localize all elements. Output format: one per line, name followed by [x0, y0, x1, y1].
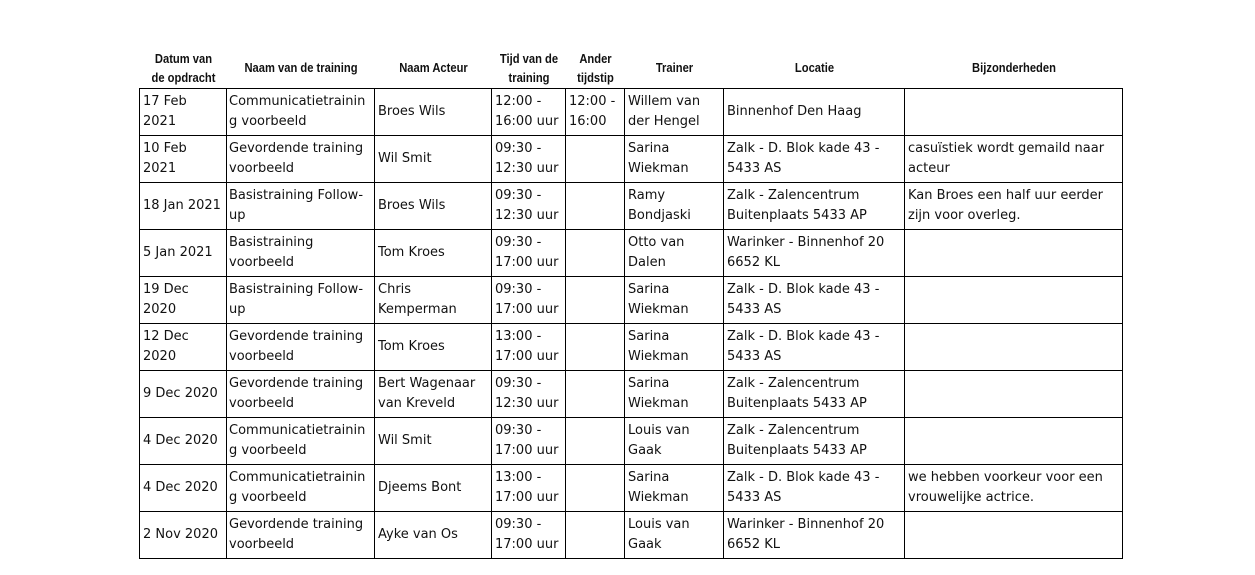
- cell-naam-acteur: Tom Kroes: [375, 230, 492, 277]
- cell-tijd: 13:00 - 17:00 uur: [492, 324, 566, 371]
- cell-ander-tijdstip: [566, 183, 625, 230]
- cell-trainer: Louis van Gaak: [625, 512, 724, 559]
- table-row: [140, 418, 1123, 465]
- table-row: [140, 465, 1123, 512]
- cell-locatie: Zalk - D. Blok kade 43 - 5433 AS: [724, 277, 905, 324]
- cell-locatie: Warinker - Binnenhof 20 6652 KL: [724, 512, 905, 559]
- cell-naam-training: Gevordende training voorbeeld: [227, 371, 375, 418]
- cell-naam-acteur: Wil Smit: [375, 136, 492, 183]
- cell-datum: 12 Dec 2020: [140, 324, 227, 371]
- table-row: [140, 371, 1123, 418]
- cell-naam-training: Gevordende training voorbeeld: [227, 136, 375, 183]
- cell-tijd: 12:00 - 16:00 uur: [492, 89, 566, 136]
- cell-bijzonderheden: [905, 89, 1123, 136]
- cell-locatie: Zalk - D. Blok kade 43 - 5433 AS: [724, 136, 905, 183]
- cell-datum: 5 Jan 2021: [140, 230, 227, 277]
- cell-trainer: Sarina Wiekman: [625, 465, 724, 512]
- cell-tijd: 09:30 - 17:00 uur: [492, 230, 566, 277]
- cell-locatie: Zalk - D. Blok kade 43 - 5433 AS: [724, 324, 905, 371]
- cell-ander-tijdstip: [566, 371, 625, 418]
- table-header: [140, 47, 1123, 89]
- cell-naam-acteur: Bert Wagenaar van Kreveld: [375, 371, 492, 418]
- cell-naam-training: Communicatietraining voorbeeld: [227, 418, 375, 465]
- cell-tijd: 09:30 - 17:00 uur: [492, 277, 566, 324]
- header-naam-training: Naam van de training: [243, 60, 358, 75]
- cell-datum: 4 Dec 2020: [140, 418, 227, 465]
- cell-naam-acteur: Chris Kemperman: [375, 277, 492, 324]
- cell-locatie: Warinker - Binnenhof 20 6652 KL: [724, 230, 905, 277]
- table-row: [140, 324, 1123, 371]
- cell-naam-acteur: Broes Wils: [375, 89, 492, 136]
- cell-trainer: Sarina Wiekman: [625, 371, 724, 418]
- cell-tijd: 09:30 - 17:00 uur: [492, 418, 566, 465]
- cell-naam-training: Communicatietraining voorbeeld: [227, 89, 375, 136]
- cell-bijzonderheden: Kan Broes een half uur eerder zijn voor overleg.: [905, 183, 1123, 230]
- training-table: [139, 47, 1123, 559]
- cell-tijd: 09:30 - 17:00 uur: [492, 512, 566, 559]
- cell-tijd: 09:30 - 12:30 uur: [492, 183, 566, 230]
- cell-bijzonderheden: we hebben voorkeur voor een vrouwelijke actrice.: [905, 465, 1123, 512]
- cell-trainer: Sarina Wiekman: [625, 324, 724, 371]
- cell-naam-training: Gevordende training voorbeeld: [227, 512, 375, 559]
- cell-naam-training: Gevordende training voorbeeld: [227, 324, 375, 371]
- header-naam-acteur: Naam Acteur: [398, 60, 468, 75]
- cell-tijd: 09:30 - 12:30 uur: [492, 136, 566, 183]
- cell-ander-tijdstip: [566, 230, 625, 277]
- cell-datum: 9 Dec 2020: [140, 371, 227, 418]
- cell-bijzonderheden: [905, 371, 1123, 418]
- cell-naam-training: Basistraining voorbeeld: [227, 230, 375, 277]
- cell-datum: 10 Feb 2021: [140, 136, 227, 183]
- header-datum: Datum van de opdracht: [151, 50, 215, 85]
- header-ander-tijdstip: Ander tijdstip: [576, 50, 614, 85]
- cell-bijzonderheden: [905, 324, 1123, 371]
- cell-ander-tijdstip: [566, 465, 625, 512]
- header-tijd: Tijd van de training: [499, 50, 558, 85]
- cell-datum: 19 Dec 2020: [140, 277, 227, 324]
- cell-bijzonderheden: [905, 277, 1123, 324]
- cell-naam-training: Basistraining Follow-up: [227, 277, 375, 324]
- training-schedule: [139, 47, 1122, 559]
- cell-naam-training: Basistraining Follow-up: [227, 183, 375, 230]
- cell-bijzonderheden: casuïstiek wordt gemaild naar acteur: [905, 136, 1123, 183]
- cell-ander-tijdstip: [566, 324, 625, 371]
- cell-bijzonderheden: [905, 230, 1123, 277]
- table-row: [140, 136, 1123, 183]
- table-body: [140, 89, 1123, 559]
- cell-datum: 17 Feb 2021: [140, 89, 227, 136]
- cell-naam-acteur: Wil Smit: [375, 418, 492, 465]
- cell-trainer: Willem van der Hengel: [625, 89, 724, 136]
- cell-bijzonderheden: [905, 512, 1123, 559]
- cell-ander-tijdstip: 12:00 - 16:00: [566, 89, 625, 136]
- table-row: [140, 512, 1123, 559]
- cell-trainer: Ramy Bondjaski: [625, 183, 724, 230]
- cell-naam-acteur: Broes Wils: [375, 183, 492, 230]
- cell-naam-acteur: Tom Kroes: [375, 324, 492, 371]
- table-row: [140, 277, 1123, 324]
- cell-ander-tijdstip: [566, 512, 625, 559]
- cell-locatie: Binnenhof Den Haag: [724, 89, 905, 136]
- table-row: [140, 230, 1123, 277]
- cell-datum: 4 Dec 2020: [140, 465, 227, 512]
- cell-ander-tijdstip: [566, 418, 625, 465]
- cell-locatie: Zalk - Zalencentrum Buitenplaats 5433 AP: [724, 183, 905, 230]
- header-row: [140, 47, 1123, 89]
- cell-trainer: Louis van Gaak: [625, 418, 724, 465]
- cell-ander-tijdstip: [566, 136, 625, 183]
- cell-datum: 2 Nov 2020: [140, 512, 227, 559]
- cell-bijzonderheden: [905, 418, 1123, 465]
- cell-locatie: Zalk - D. Blok kade 43 - 5433 AS: [724, 465, 905, 512]
- cell-naam-acteur: Ayke van Os: [375, 512, 492, 559]
- table-row: [140, 89, 1123, 136]
- cell-locatie: Zalk - Zalencentrum Buitenplaats 5433 AP: [724, 418, 905, 465]
- cell-tijd: 13:00 - 17:00 uur: [492, 465, 566, 512]
- cell-tijd: 09:30 - 12:30 uur: [492, 371, 566, 418]
- cell-trainer: Sarina Wiekman: [625, 136, 724, 183]
- cell-datum: 18 Jan 2021: [140, 183, 227, 230]
- table-row: [140, 183, 1123, 230]
- cell-naam-acteur: Djeems Bont: [375, 465, 492, 512]
- cell-naam-training: Communicatietraining voorbeeld: [227, 465, 375, 512]
- cell-trainer: Otto van Dalen: [625, 230, 724, 277]
- header-bijzonderheden: Bijzonderheden: [971, 60, 1056, 75]
- header-trainer: Trainer: [655, 60, 693, 75]
- cell-ander-tijdstip: [566, 277, 625, 324]
- header-locatie: Locatie: [794, 60, 834, 75]
- cell-locatie: Zalk - Zalencentrum Buitenplaats 5433 AP: [724, 371, 905, 418]
- cell-trainer: Sarina Wiekman: [625, 277, 724, 324]
